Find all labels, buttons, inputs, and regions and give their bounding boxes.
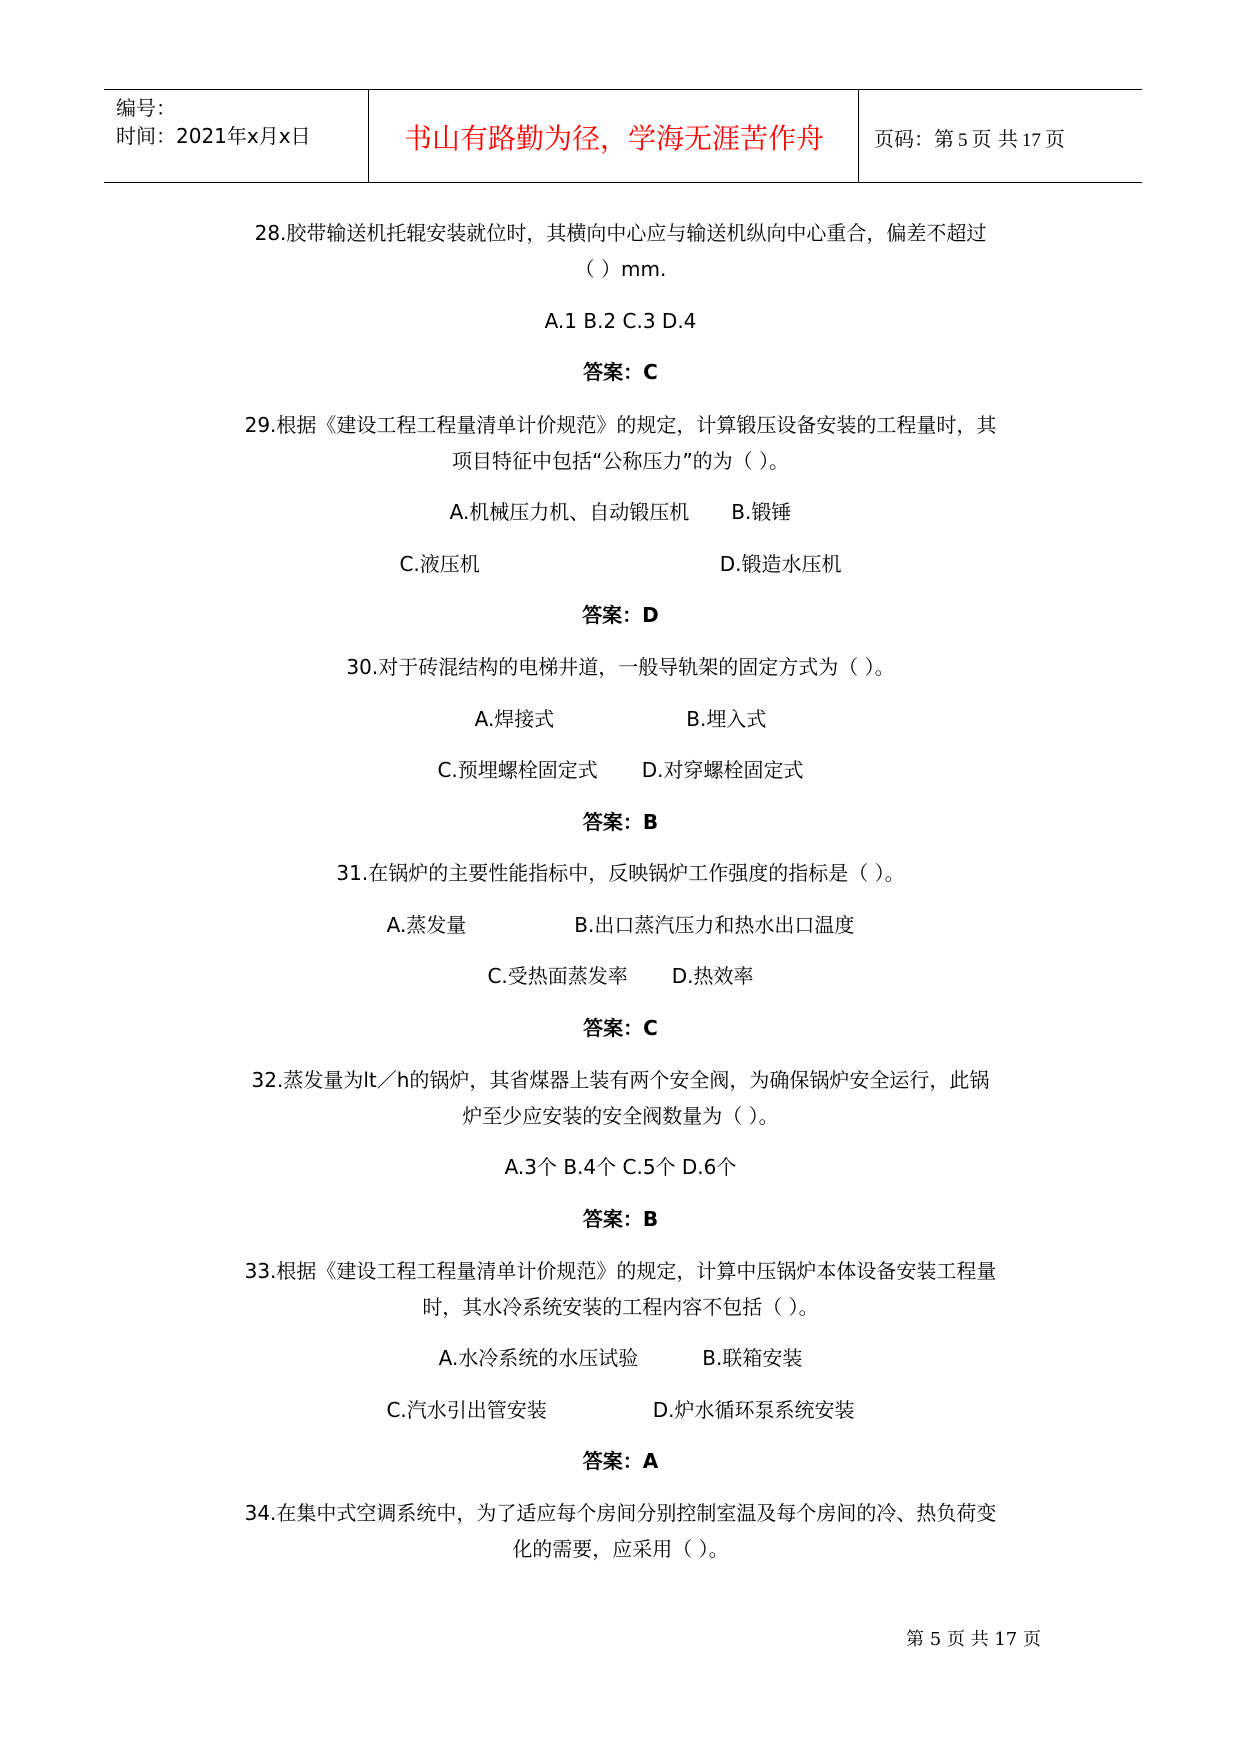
question-33-answer: 答案：A — [582, 1449, 659, 1473]
question-29-options-ab — [0, 497, 1241, 527]
page-suffix: 页 — [1044, 127, 1065, 151]
option-a: A.蒸发量 — [386, 913, 467, 937]
question-29-text-cont: 项目特征中包括“公称压力”的为（ ）。 — [451, 449, 790, 473]
question-28-text: 28.胶带输送机托辊安装就位时，其横向中心应与输送机纵向中心重合，偏差不超过 — [254, 221, 987, 245]
question-34-text-cont: 化的需要，应采用（ ）。 — [512, 1537, 729, 1561]
serial-label: 编号： — [116, 96, 176, 120]
question-30-answer: 答案：B — [582, 810, 659, 834]
page-total: 17 — [1021, 130, 1041, 151]
header-divider — [858, 90, 859, 182]
option-a: A.水冷系统的水压试验 — [438, 1346, 639, 1370]
question-33-options-ab — [0, 1343, 1241, 1373]
question-33-text: 33.根据《建设工程工程量清单计价规范》的规定，计算中压锅炉本体设备安装工程量 — [244, 1259, 997, 1283]
question-29-options-cd — [0, 549, 1241, 579]
question-29-answer: 答案：D — [582, 603, 659, 627]
option-b: B.出口蒸汽压力和热水出口温度 — [574, 913, 855, 937]
question-30-options-cd — [0, 755, 1241, 785]
option-c: C.预埋螺栓固定式 — [437, 758, 598, 782]
option-d: D.炉水循环泵系统安装 — [652, 1398, 855, 1422]
question-33-text-cont: 时，其水冷系统安装的工程内容不包括（ ）。 — [422, 1295, 819, 1319]
option-a: A.机械压力机、自动锻压机 — [449, 500, 690, 524]
question-28-options: A.1 B.2 C.3 D.4 — [544, 309, 697, 333]
option-b: B.埋入式 — [686, 707, 767, 731]
question-33-options-cd — [0, 1395, 1241, 1425]
option-a: A.焊接式 — [474, 707, 555, 731]
question-32-options: A.3个 B.4个 C.5个 D.6个 — [504, 1155, 737, 1179]
question-32-text: 32.蒸发量为lt／h的锅炉，其省煤器上装有两个安全阀，为确保锅炉安全运行，此锅 — [251, 1068, 990, 1092]
question-31-options-cd — [0, 961, 1241, 991]
header-meta — [116, 94, 311, 150]
option-d: D.对穿螺栓固定式 — [641, 758, 804, 782]
question-31-options-ab — [0, 910, 1241, 940]
page-header — [104, 89, 1142, 183]
header-page-number — [874, 123, 1065, 152]
option-b: B.锻锤 — [731, 500, 792, 524]
option-c: C.受热面蒸发率 — [487, 964, 628, 988]
page-current: 5 — [958, 130, 968, 151]
option-d: D.热效率 — [671, 964, 754, 988]
question-31-text: 31.在锅炉的主要性能指标中，反映锅炉工作强度的指标是（ ）。 — [336, 861, 905, 885]
page-prefix: 页码：第 — [874, 127, 954, 151]
header-motto: 书山有路勤为径，学海无涯苦作舟 — [403, 122, 824, 155]
header-divider — [368, 90, 369, 182]
option-d: D.锻造水压机 — [719, 552, 842, 576]
question-32-text-cont: 炉至少应安装的安全阀数量为（ ）。 — [462, 1104, 779, 1128]
question-30-text: 30.对于砖混结构的电梯井道，一般导轨架的固定方式为（ ）。 — [346, 655, 895, 679]
question-32-answer: 答案：B — [582, 1207, 659, 1231]
page-footer: 第 5 页 共 17 页 — [906, 1629, 1041, 1650]
option-c: C.液压机 — [399, 552, 480, 576]
question-30-options-ab — [0, 704, 1241, 734]
question-28-text-cont: （ ）mm. — [574, 257, 667, 281]
page-middle: 页 共 — [971, 127, 1018, 151]
option-c: C.汽水引出管安装 — [386, 1398, 547, 1422]
question-28-answer: 答案：C — [583, 360, 658, 384]
question-31-answer: 答案：C — [583, 1016, 658, 1040]
question-29-text: 29.根据《建设工程工程量清单计价规范》的规定，计算锻压设备安装的工程量时，其 — [244, 413, 997, 437]
time-label: 时间：2021年x月x日 — [116, 124, 311, 148]
question-34-text: 34.在集中式空调系统中，为了适应每个房间分别控制室温及每个房间的冷、热负荷变 — [244, 1501, 997, 1525]
option-b: B.联箱安装 — [702, 1346, 803, 1370]
